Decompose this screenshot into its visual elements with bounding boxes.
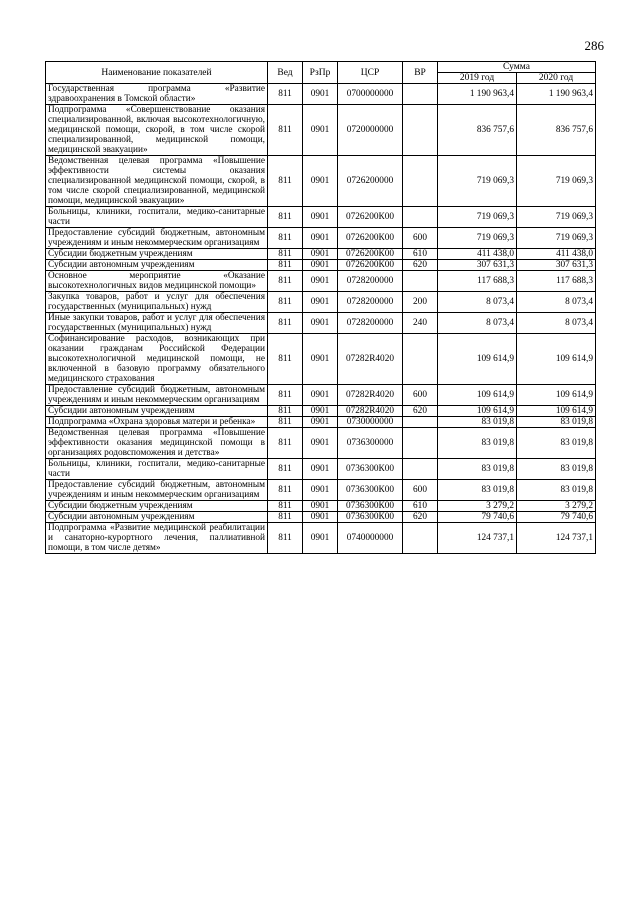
row-vr: 600 — [403, 385, 438, 406]
row-csr: 0736300К00 — [338, 459, 403, 480]
row-csr: 0736300К00 — [338, 501, 403, 512]
row-ved: 811 — [268, 385, 303, 406]
row-name: Субсидии автономным учреждениям — [46, 260, 268, 271]
row-ved: 811 — [268, 480, 303, 501]
row-vr — [403, 105, 438, 156]
row-rzpr: 0901 — [303, 271, 338, 292]
row-rzpr: 0901 — [303, 207, 338, 228]
budget-table — [45, 61, 596, 554]
row-vr: 620 — [403, 406, 438, 417]
row-rzpr: 0901 — [303, 84, 338, 105]
row-ved: 811 — [268, 501, 303, 512]
header-name: Наименование показателей — [46, 62, 268, 84]
row-name: Подпрограмма «Охрана здоровья матери и ребенка» — [46, 417, 268, 428]
row-sum-2020: 83 019,8 — [517, 428, 596, 459]
row-name: Ведомственная целевая программа «Повышение эффективности оказания медицинской помощи в организациях родовспоможения и детства» — [46, 428, 268, 459]
row-vr: 620 — [403, 260, 438, 271]
row-sum-2020: 307 631,3 — [517, 260, 596, 271]
row-sum-2019: 411 438,0 — [438, 249, 517, 260]
row-sum-2019: 117 688,3 — [438, 271, 517, 292]
row-ved: 811 — [268, 292, 303, 313]
row-sum-2019: 109 614,9 — [438, 385, 517, 406]
row-sum-2019: 83 019,8 — [438, 417, 517, 428]
row-ved: 811 — [268, 207, 303, 228]
row-sum-2020: 124 737,1 — [517, 523, 596, 554]
row-ved: 811 — [268, 406, 303, 417]
row-name: Предоставление субсидий бюджетным, автономным учреждениям и иным некоммерческим организациям — [46, 228, 268, 249]
row-sum-2019: 79 740,6 — [438, 512, 517, 523]
row-vr — [403, 207, 438, 228]
row-vr — [403, 156, 438, 207]
row-ved: 811 — [268, 249, 303, 260]
table-row — [46, 501, 596, 512]
row-csr: 07282R4020 — [338, 385, 403, 406]
row-rzpr: 0901 — [303, 501, 338, 512]
row-vr — [403, 334, 438, 385]
table-row — [46, 249, 596, 260]
header-csr: ЦСР — [338, 62, 403, 84]
row-rzpr: 0901 — [303, 260, 338, 271]
row-sum-2020: 8 073,4 — [517, 313, 596, 334]
row-csr: 07282R4020 — [338, 334, 403, 385]
row-csr: 07282R4020 — [338, 406, 403, 417]
row-rzpr: 0901 — [303, 292, 338, 313]
row-sum-2019: 719 069,3 — [438, 207, 517, 228]
row-sum-2020: 719 069,3 — [517, 207, 596, 228]
row-csr: 0700000000 — [338, 84, 403, 105]
row-ved: 811 — [268, 260, 303, 271]
row-sum-2020: 109 614,9 — [517, 385, 596, 406]
row-vr: 200 — [403, 292, 438, 313]
row-ved: 811 — [268, 105, 303, 156]
row-rzpr: 0901 — [303, 228, 338, 249]
row-name: Государственная программа «Развитие здравоохранения в Томской области» — [46, 84, 268, 105]
table-row — [46, 105, 596, 156]
row-csr: 0728200000 — [338, 313, 403, 334]
row-vr: 610 — [403, 501, 438, 512]
row-sum-2020: 3 279,2 — [517, 501, 596, 512]
row-csr: 0728200000 — [338, 271, 403, 292]
row-rzpr: 0901 — [303, 105, 338, 156]
row-rzpr: 0901 — [303, 459, 338, 480]
header-ved: Вед — [268, 62, 303, 84]
table-row — [46, 260, 596, 271]
row-rzpr: 0901 — [303, 385, 338, 406]
row-ved: 811 — [268, 334, 303, 385]
row-rzpr: 0901 — [303, 523, 338, 554]
table-row — [46, 459, 596, 480]
row-ved: 811 — [268, 84, 303, 105]
row-rzpr: 0901 — [303, 417, 338, 428]
row-sum-2020: 8 073,4 — [517, 292, 596, 313]
header-2020: 2020 год — [517, 73, 596, 84]
row-csr: 0726200К00 — [338, 228, 403, 249]
row-csr: 0736300К00 — [338, 480, 403, 501]
row-sum-2019: 83 019,8 — [438, 480, 517, 501]
row-sum-2019: 8 073,4 — [438, 292, 517, 313]
row-sum-2020: 83 019,8 — [517, 480, 596, 501]
row-name: Субсидии автономным учреждениям — [46, 406, 268, 417]
row-vr — [403, 271, 438, 292]
table-row — [46, 480, 596, 501]
row-sum-2020: 79 740,6 — [517, 512, 596, 523]
row-ved: 811 — [268, 156, 303, 207]
row-sum-2019: 836 757,6 — [438, 105, 517, 156]
row-rzpr: 0901 — [303, 313, 338, 334]
row-sum-2020: 83 019,8 — [517, 459, 596, 480]
row-sum-2019: 3 279,2 — [438, 501, 517, 512]
row-name: Подпрограмма «Развитие медицинской реабилитации и санаторно-курортного лечения, паллиативной помощи, в том числе детям» — [46, 523, 268, 554]
row-sum-2019: 83 019,8 — [438, 428, 517, 459]
row-vr: 240 — [403, 313, 438, 334]
table-row — [46, 228, 596, 249]
row-rzpr: 0901 — [303, 156, 338, 207]
row-sum-2019: 1 190 963,4 — [438, 84, 517, 105]
row-ved: 811 — [268, 228, 303, 249]
row-name: Субсидии бюджетным учреждениям — [46, 249, 268, 260]
table-row — [46, 334, 596, 385]
row-name: Основное мероприятие «Оказание высокотехнологичных видов медицинской помощи» — [46, 271, 268, 292]
header-2019: 2019 год — [438, 73, 517, 84]
table-row — [46, 292, 596, 313]
row-csr: 0726200К00 — [338, 260, 403, 271]
row-rzpr: 0901 — [303, 512, 338, 523]
row-rzpr: 0901 — [303, 428, 338, 459]
row-csr: 0726200К00 — [338, 207, 403, 228]
row-vr: 600 — [403, 480, 438, 501]
row-csr: 0736300К00 — [338, 512, 403, 523]
row-vr: 620 — [403, 512, 438, 523]
table-row — [46, 523, 596, 554]
row-ved: 811 — [268, 417, 303, 428]
row-name: Больницы, клиники, госпитали, медико-санитарные части — [46, 459, 268, 480]
table-row — [46, 207, 596, 228]
row-vr — [403, 428, 438, 459]
row-sum-2019: 109 614,9 — [438, 406, 517, 417]
row-name: Субсидии автономным учреждениям — [46, 512, 268, 523]
row-sum-2020: 83 019,8 — [517, 417, 596, 428]
row-vr: 610 — [403, 249, 438, 260]
table-row — [46, 313, 596, 334]
row-csr: 0728200000 — [338, 292, 403, 313]
row-sum-2019: 83 019,8 — [438, 459, 517, 480]
table-row — [46, 428, 596, 459]
row-name: Субсидии бюджетным учреждениям — [46, 501, 268, 512]
row-sum-2020: 109 614,9 — [517, 406, 596, 417]
row-name: Софинансирование расходов, возникающих при оказании гражданам Российской Федерации высокотехнологичной медицинской помощи, не включенной в базовую программу обязательного медицинского страхования — [46, 334, 268, 385]
table-row — [46, 417, 596, 428]
row-csr: 0730000000 — [338, 417, 403, 428]
header-vr: ВР — [403, 62, 438, 84]
row-name: Предоставление субсидий бюджетным, автономным учреждениям и иным некоммерческим организациям — [46, 385, 268, 406]
row-sum-2020: 109 614,9 — [517, 334, 596, 385]
table-row — [46, 271, 596, 292]
row-name: Предоставление субсидий бюджетным, автономным учреждениям и иным некоммерческим организациям — [46, 480, 268, 501]
row-ved: 811 — [268, 428, 303, 459]
row-name: Ведомственная целевая программа «Повышение эффективности системы оказания специализированной медицинской помощи, скорой, в том числе скорой специализированной, медицинской помощи, медицинской эвакуации» — [46, 156, 268, 207]
table-body — [46, 84, 596, 554]
row-rzpr: 0901 — [303, 249, 338, 260]
row-sum-2019: 124 737,1 — [438, 523, 517, 554]
header-sum: Сумма — [438, 62, 596, 73]
row-ved: 811 — [268, 313, 303, 334]
page-number: 286 — [584, 38, 604, 53]
row-rzpr: 0901 — [303, 334, 338, 385]
row-sum-2020: 836 757,6 — [517, 105, 596, 156]
table-row — [46, 156, 596, 207]
row-sum-2020: 719 069,3 — [517, 228, 596, 249]
row-sum-2019: 8 073,4 — [438, 313, 517, 334]
row-ved: 811 — [268, 523, 303, 554]
row-sum-2020: 1 190 963,4 — [517, 84, 596, 105]
row-csr: 0726200К00 — [338, 249, 403, 260]
table-row — [46, 385, 596, 406]
row-sum-2019: 719 069,3 — [438, 156, 517, 207]
row-name: Подпрограмма «Совершенствование оказания специализированной, включая высокотехнологичную, медицинской помощи, скорой, в том числе скорой специализированной, медицинской помощи, медицинской эвакуации» — [46, 105, 268, 156]
row-sum-2019: 719 069,3 — [438, 228, 517, 249]
row-vr — [403, 523, 438, 554]
table-row — [46, 406, 596, 417]
row-vr — [403, 84, 438, 105]
row-csr: 0726200000 — [338, 156, 403, 207]
row-sum-2020: 719 069,3 — [517, 156, 596, 207]
row-vr — [403, 417, 438, 428]
row-name: Закупка товаров, работ и услуг для обеспечения государственных (муниципальных) нужд — [46, 292, 268, 313]
row-sum-2019: 307 631,3 — [438, 260, 517, 271]
table-row — [46, 512, 596, 523]
row-csr: 0736300000 — [338, 428, 403, 459]
row-sum-2020: 117 688,3 — [517, 271, 596, 292]
row-ved: 811 — [268, 459, 303, 480]
row-ved: 811 — [268, 512, 303, 523]
row-sum-2020: 411 438,0 — [517, 249, 596, 260]
row-ved: 811 — [268, 271, 303, 292]
row-csr: 0740000000 — [338, 523, 403, 554]
row-vr: 600 — [403, 228, 438, 249]
row-csr: 0720000000 — [338, 105, 403, 156]
row-sum-2019: 109 614,9 — [438, 334, 517, 385]
row-name: Больницы, клиники, госпитали, медико-санитарные части — [46, 207, 268, 228]
row-name: Иные закупки товаров, работ и услуг для обеспечения государственных (муниципальных) нужд — [46, 313, 268, 334]
row-rzpr: 0901 — [303, 406, 338, 417]
header-rzpr: РзПр — [303, 62, 338, 84]
row-vr — [403, 459, 438, 480]
table-row — [46, 84, 596, 105]
row-rzpr: 0901 — [303, 480, 338, 501]
